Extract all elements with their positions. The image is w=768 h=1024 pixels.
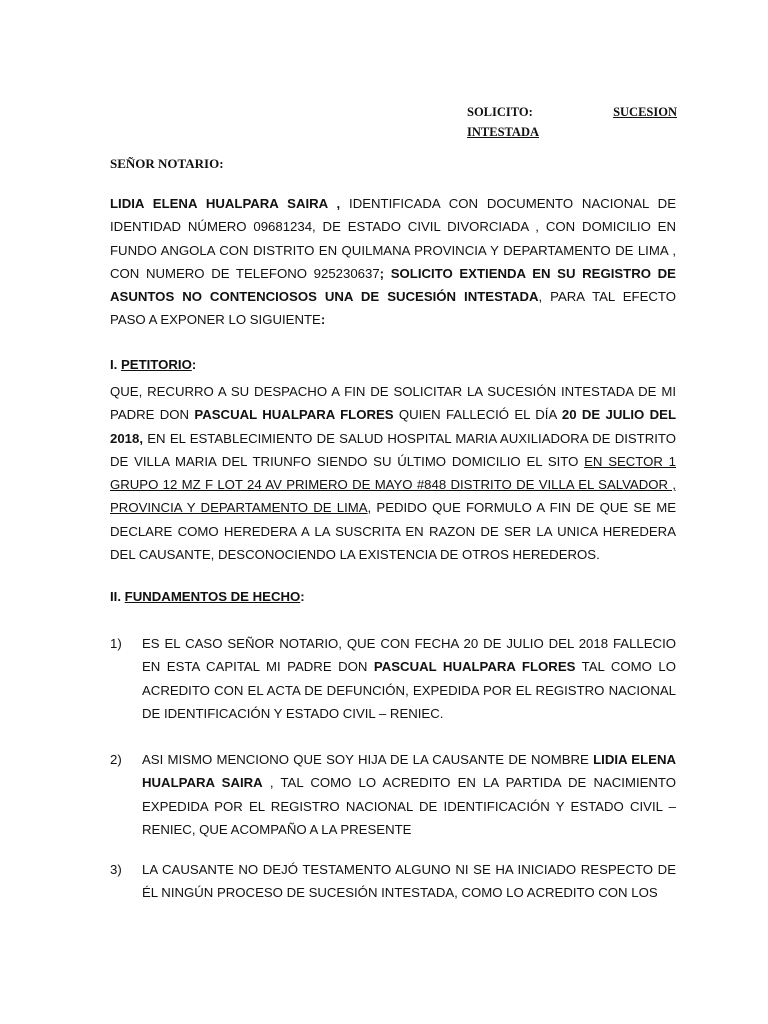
solicito-label: SOLICITO: [467, 105, 533, 119]
section-heading-petitorio [110, 357, 196, 372]
petitorio-text: QUIEN FALLECIÓ EL DÍA [393, 407, 562, 423]
item-text: TAL COMO LO ACREDITO CON EL ACTA DE DEFUNCIÓN, EXPEDIDA POR EL REGISTRO NACIONAL DE IDENTIFICACIÓN Y ESTADO CIVIL – RENIEC. [142, 659, 676, 721]
intro-text: IDENTIFICADA CON DOCUMENTO NACIONAL DE IDENTIDAD NÚMERO 09681234, DE ESTADO CIVIL DIVORCIADA , CON DOMICILIO EN FUNDO ANGOLA CON DISTRITO EN QUILMANA PROVINCIA Y DEPARTAMENTO DE LIMA , CON NUMERO DE TELEFONO 925230637 [110, 196, 677, 281]
intro-semicolon: ; [379, 265, 385, 281]
deceased-name: PASCUAL HUALPARA FLORES [194, 407, 394, 423]
salutation: SEÑOR NOTARIO: [110, 156, 224, 171]
petitorio-text: QUE, RECURRO A SU DESPACHO A FIN DE SOLICITAR LA SUCESIÓN INTESTADA DE MI PADRE DON [110, 384, 676, 423]
section-heading-fundamentos [110, 589, 305, 604]
section-number: I. [110, 357, 118, 372]
last-address: EN SECTOR 1 GRUPO 12 MZ F LOT 24 AV PRIMERO DE MAYO #848 DISTRITO DE VILLA EL SALVADOR , PROVINCIA Y DEPARTAMENTO DE LIMA [110, 453, 676, 516]
list-item-number: 1) [110, 636, 122, 651]
intro-paragraph [110, 192, 676, 332]
item-text: LA CAUSANTE NO DEJÓ TESTAMENTO ALGUNO NI SE HA INICIADO RESPECTO DE ÉL NINGÚN PROCESO DE SUCESIÓN INTESTADA, COMO LO ACREDITO CON LOS [142, 862, 676, 901]
list-item-text [142, 632, 676, 725]
deceased-name: PASCUAL HUALPARA FLORES [373, 659, 576, 675]
section-title: FUNDAMENTOS DE HECHO [124, 589, 301, 604]
section-colon: : [300, 589, 305, 604]
item-text: , TAL COMO LO ACREDITO EN LA PARTIDA DE NACIMIENTO EXPEDIDA POR EL REGISTRO NACIONAL DE IDENTIFICACIÓN Y ESTADO CIVIL – RENIEC, QUE ACOMPAÑO A LA PRESENTE [142, 775, 677, 837]
intro-text-2: , PARA TAL EFECTO PASO A EXPONER LO SIGUIENTE [110, 289, 676, 328]
intro-colon: : [320, 312, 326, 328]
petitorio-text: , PEDIDO QUE FORMULO A FIN DE QUE SE ME DECLARE COMO HEREDERA A LA SUSCRITA EN RAZON DE SER LA UNICA HEREDERA DEL CAUSANTE, DESCONOCIENDO LA EXISTENCIA DE OTROS HEREDEROS. [110, 500, 676, 563]
section-number: II. [110, 589, 121, 604]
solicito-value-continued: INTESTADA [467, 125, 540, 139]
solicito-value: SUCESION [613, 105, 677, 119]
petitioner-name: LIDIA ELENA HUALPARA SAIRA , [110, 196, 341, 211]
death-date: 20 DE JULIO DEL 2018, [110, 407, 677, 446]
solicito-header [467, 102, 677, 142]
list-item-number: 3) [110, 862, 122, 877]
petitorio-paragraph [110, 380, 676, 566]
petitioner-name: LIDIA ELENA HUALPARA SAIRA [142, 752, 676, 791]
list-item-text [142, 858, 676, 905]
list-item-text [142, 748, 676, 841]
list-item-number: 2) [110, 752, 122, 767]
item-text: ASI MISMO MENCIONO QUE SOY HIJA DE LA CAUSANTE DE NOMBRE [142, 752, 594, 767]
section-colon: : [191, 357, 197, 372]
section-title: PETITORIO [121, 357, 192, 372]
petitorio-text: EN EL ESTABLECIMIENTO DE SALUD HOSPITAL MARIA AUXILIADORA DE DISTRITO DE VILLA MARIA DEL TRIUNFO SIENDO SU ÚLTIMO DOMICILIO EL SITO [110, 430, 676, 469]
intro-request: SOLICITO EXTIENDA EN SU REGISTRO DE ASUNTOS NO CONTENCIOSOS UNA DE SUCESIÓN INTESTADA [110, 265, 676, 305]
item-text: ES EL CASO SEÑOR NOTARIO, QUE CON FECHA 20 DE JULIO DEL 2018 FALLECIO EN ESTA CAPITAL MI PADRE DON [142, 636, 676, 675]
